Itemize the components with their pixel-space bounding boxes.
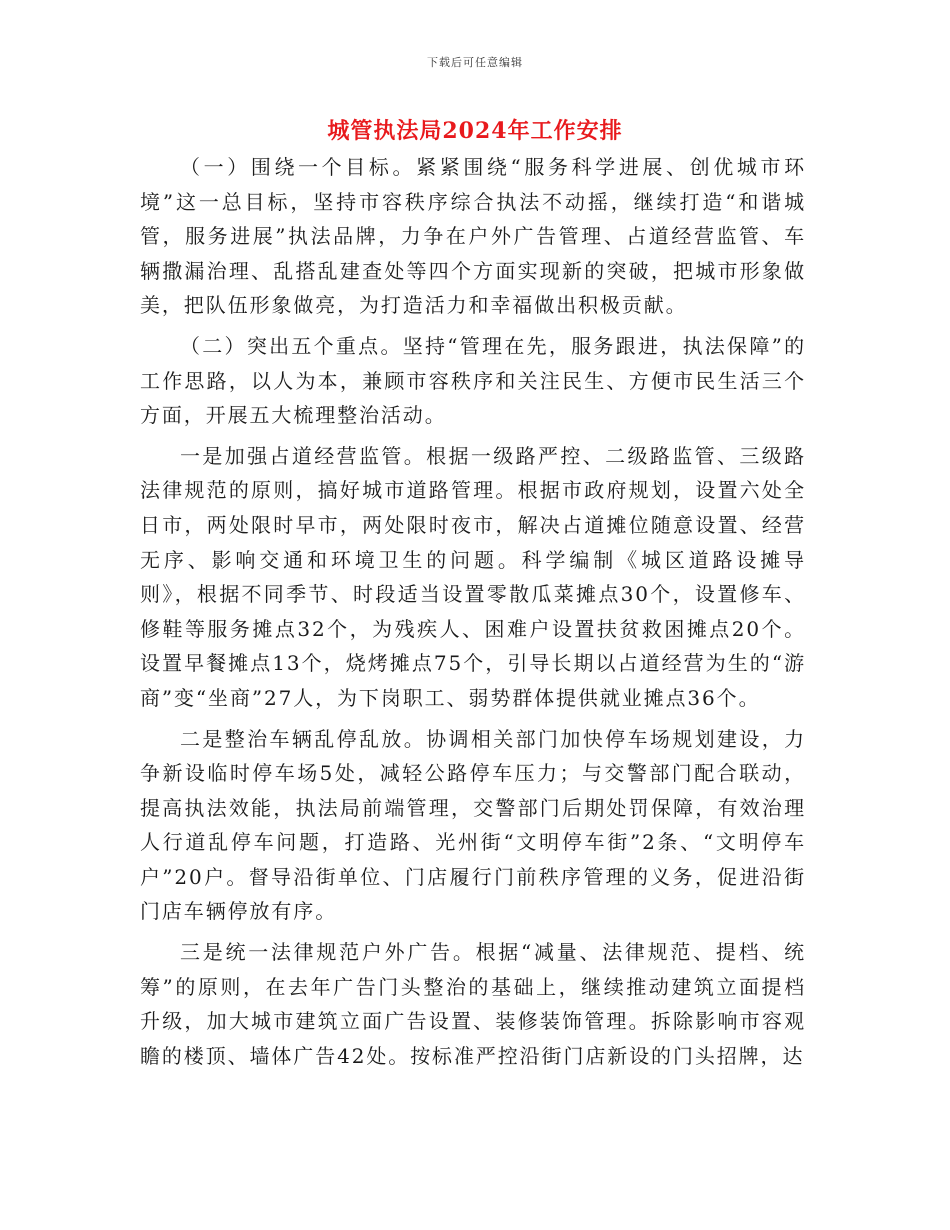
paragraph-street-vendors: 一是加强占道经营监管。根据一级路严控、二级路监管、三级路法律规范的原则，搞好城市道路管理。根据市政府规划，设置六处全日市，两处限时早市，两处限时夜市，解决占道摊位随意设置、经营无序、影响交通和环境卫生的问题。科学编制《城区道路设摊导则》，根据不同季节、时段适当设置零散瓜菜摊点30个，设置修车、修鞋等服务摊点32个，为残疾人、困难户设置扶贫救困摊点20个。设置早餐摊点13个，烧烤摊点75个，引导长期以占道经营为生的“游商”变“坐商”27人，为下岗职工、弱势群体提供就业摊点36个。 (140, 443, 806, 710)
document-body (140, 150, 806, 1079)
paragraph-parking: 二是整治车辆乱停乱放。协调相关部门加快停车场规划建设，力争新设临时停车场5处，减轻公路停车压力；与交警部门配合联动，提高执法效能，执法局前端管理，交警部门后期处罚保障，有效治理人行道乱停车问题，打造路、光州街“文明停车街”2条、“文明停车户”20户。督导沿街单位、门店履行门前秩序管理的义务，促进沿街门店车辆停放有序。 (140, 726, 806, 924)
paragraph-outdoor-ads: 三是统一法律规范户外广告。根据“减量、法律规范、提档、统筹”的原则，在去年广告门头整治的基础上，继续推动建筑立面提档升级，加大城市建筑立面广告设置、装修装饰管理。拆除影响市容观瞻的楼顶、墙体广告42处。按标准严控沿街门店新设的门头招牌，达 (140, 940, 806, 1068)
header-note: 下载后可任意编辑 (427, 56, 523, 69)
document-title: 城管执法局2024年工作安排 (327, 118, 623, 144)
paragraph-goal: （一）围绕一个目标。紧紧围绕“服务科学进展、创优城市环境”这一总目标，坚持市容秩序综合执法不动摇，继续打造“和谐城管，服务进展”执法品牌，力争在户外广告管理、占道经营监管、车辆撒漏治理、乱搭乱建查处等四个方面实现新的突破，把城市形象做美，把队伍形象做亮，为打造活力和幸福做出积极贡献。 (140, 155, 806, 318)
paragraph-focus: （二）突出五个重点。坚持“管理在先，服务跟进，执法保障”的工作思路，以人为本，兼顾市容秩序和关注民生、方便市民生活三个方面，开展五大梳理整治活动。 (140, 333, 806, 428)
